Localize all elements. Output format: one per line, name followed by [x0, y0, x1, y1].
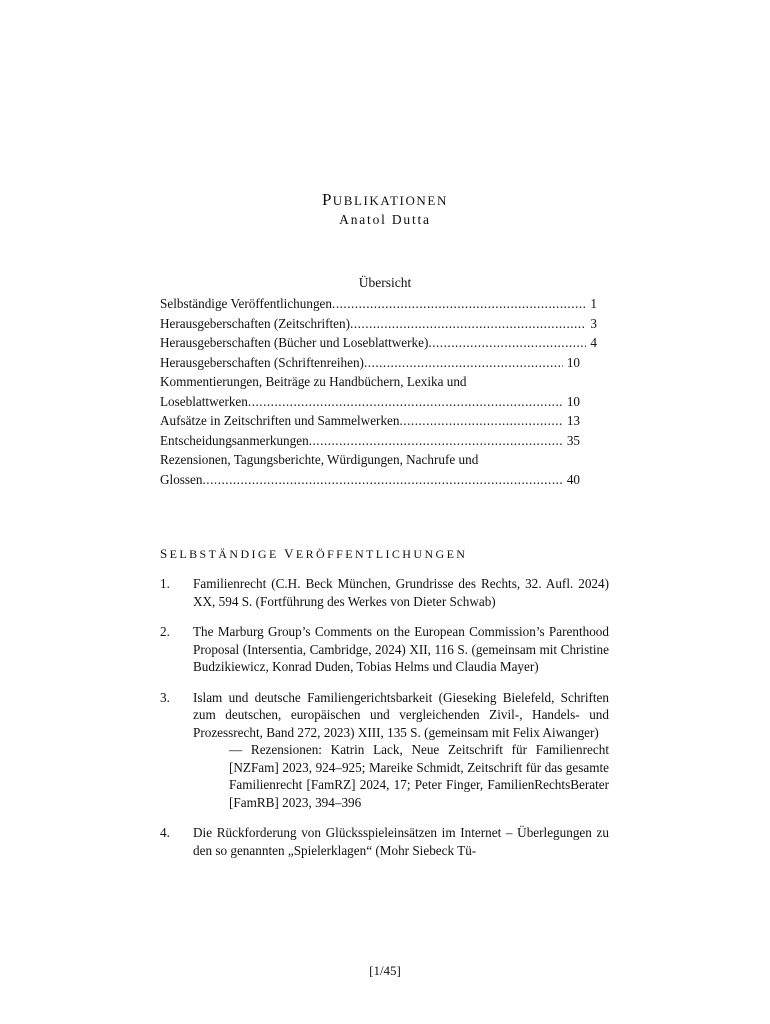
toc-entry[interactable] — [160, 450, 597, 489]
toc-entry[interactable] — [160, 353, 580, 373]
toc-entry-page: 10 — [566, 354, 580, 370]
toc-heading: Übersicht — [358, 275, 412, 290]
toc-entry[interactable] — [160, 372, 597, 411]
list-item-text: The Marburg Group’s Comments on the European Commission’s Parenthood Proposal (Intersentia, Cambridge, 2024) XII, 116 S. (gemeinsam mit Christine Budzikiewicz, Konrad Duden, Tobias Helms und Claudia Mayer) — [193, 624, 609, 674]
toc-entry-page: 35 — [566, 432, 580, 448]
list-item-body — [193, 689, 609, 812]
toc-entry-page: 13 — [566, 413, 580, 428]
toc-leader-dots — [428, 333, 586, 353]
toc-leader-dots — [332, 294, 586, 314]
toc-entry-page: 4 — [590, 335, 597, 350]
author-name: Anatol Dutta — [339, 212, 431, 227]
toc-entry-label: Loseblattwerken — [160, 393, 248, 409]
list-item — [160, 575, 609, 610]
list-item-number: 1. — [160, 576, 170, 591]
toc-entry[interactable] — [160, 411, 580, 431]
toc-entry-page: 10 — [566, 393, 580, 409]
page-number: [1/45] — [369, 963, 401, 978]
toc-leader-dots — [364, 353, 563, 373]
toc-entry-label: Herausgeberschaften (Zeitschriften) — [160, 315, 351, 331]
toc-leader-dots — [309, 431, 563, 451]
list-item-text: Familienrecht (C.H. Beck München, Grundrisse des Rechts, 32. Aufl. 2024) XX, 594 S. (Fortführung des Werkes von Dieter Schwab) — [193, 576, 609, 609]
list-item-number: 3. — [160, 689, 170, 705]
toc-leader-dots — [203, 470, 563, 490]
table-of-contents — [160, 294, 597, 489]
toc-leader-dots — [248, 392, 563, 412]
toc-entry-label-line1: Rezensionen, Tagungsberichte, Würdigungen, Nachrufe und — [160, 452, 479, 467]
list-item-number: 4. — [160, 825, 170, 840]
toc-entry-label: Herausgeberschaften (Bücher und Loseblattwerke) — [160, 335, 429, 350]
list-item — [160, 689, 609, 812]
toc-entry[interactable] — [160, 294, 597, 314]
toc-entry[interactable] — [160, 431, 580, 451]
toc-entry-label: Entscheidungsanmerkungen — [160, 432, 309, 448]
list-item-text: Islam und deutsche Familiengerichtsbarkeit (Gieseking Bielefeld, Schriften zum deutschen, europäischen und vergleichenden Zivil-, Handels- und Prozessrecht, Band 272, 2023) XIII, 135 S. (gemeinsam mit Felix Aiwanger) — [193, 689, 609, 740]
toc-leader-dots — [400, 411, 563, 431]
toc-entry-page: 40 — [566, 471, 580, 487]
toc-entry-label: Herausgeberschaften (Schriftenreihen) — [160, 354, 364, 370]
list-item-number: 2. — [160, 624, 170, 639]
toc-entry-label-line1: Kommentierungen, Beiträge zu Handbüchern, Lexika und — [160, 374, 467, 389]
page-title: PUBLIKATIONEN — [322, 190, 448, 209]
toc-entry-label: Aufsätze in Zeitschriften und Sammelwerken — [160, 413, 400, 428]
toc-entry-label: Selbständige Veröffentlichungen — [160, 296, 333, 311]
list-item — [160, 623, 609, 676]
toc-entry-label: Glossen — [160, 471, 203, 487]
list-item — [160, 824, 609, 859]
toc-leader-dots — [350, 314, 586, 334]
section-heading: SELBSTÄNDIGE VERÖFFENTLICHUNGEN — [160, 546, 468, 561]
toc-entry-page: 3 — [590, 315, 597, 331]
publication-list — [160, 575, 609, 872]
toc-entry[interactable] — [160, 314, 597, 334]
toc-entry-page: 1 — [590, 296, 597, 311]
review-note: — Rezensionen: Katrin Lack, Neue Zeitschrift für Familienrecht [NZFam] 2023, 924–925; Mareike Schmidt, Zeitschrift für das gesamte Familienrecht [FamRZ] 2024, 17; Peter Finger, FamilienRechtsBerater [FamRB] 2023, 394–396 — [229, 742, 609, 810]
toc-entry[interactable] — [160, 333, 597, 353]
list-item-text: Die Rückforderung von Glücksspieleinsätzen im Internet – Überlegungen zu den so genannten „Spielerklagen“ (Mohr Siebeck Tü- — [193, 825, 609, 858]
